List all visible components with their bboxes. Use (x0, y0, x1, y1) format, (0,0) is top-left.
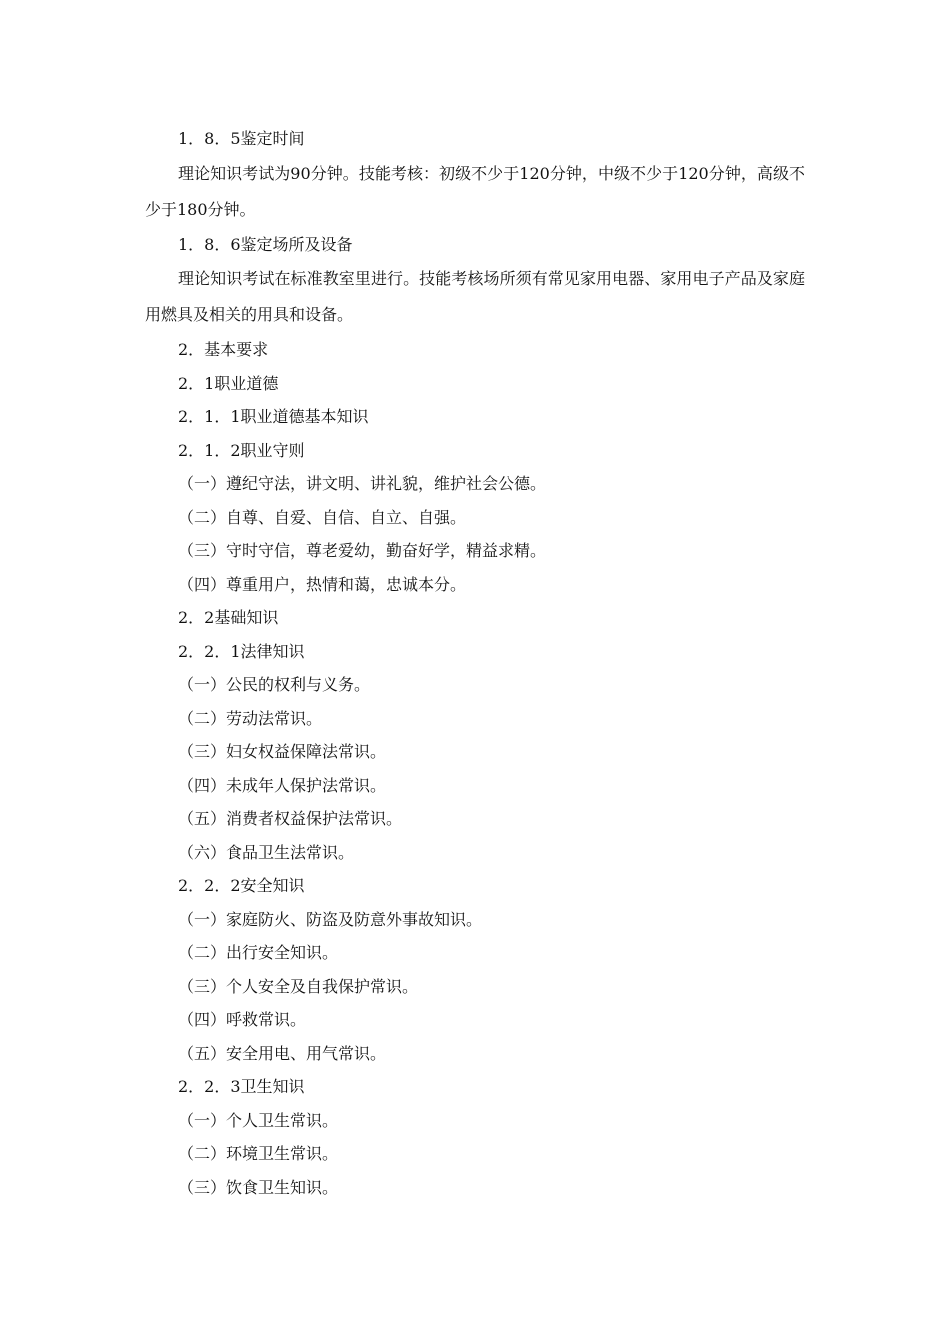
list-item: （四）尊重用户，热情和蔼，忠诚本分。 (178, 574, 467, 594)
paragraph: 理论知识考试在标准教室里进行。技能考核场所须有常见家用电器、家用电子产品及家庭用燃具及相关的用具和设备。 (145, 269, 805, 324)
list-item: （五）安全用电、用气常识。 (178, 1043, 387, 1063)
list-item: （三）饮食卫生知识。 (178, 1177, 339, 1197)
section-heading: 2．基本要求 (178, 340, 269, 359)
section-heading: 2．2．3卫生知识 (178, 1077, 305, 1096)
document-body (145, 122, 805, 1204)
list-item: （二）自尊、自爱、自信、自立、自强。 (178, 507, 467, 527)
section-heading: 1．8．6鉴定场所及设备 (178, 234, 353, 254)
paragraph: 理论知识考试为90分钟。技能考核：初级不少于120分钟，中级不少于120分钟，高级不少于180分钟。 (145, 163, 805, 219)
list-item: （三）个人安全及自我保护常识。 (178, 976, 419, 996)
list-item: （五）消费者权益保护法常识。 (178, 809, 403, 828)
list-item: （一）个人卫生常识。 (178, 1110, 339, 1130)
list-item: （二）环境卫生常识。 (178, 1144, 339, 1163)
list-item: （四）呼救常识。 (178, 1010, 307, 1029)
section-heading: 2．2．2安全知识 (178, 876, 305, 895)
section-heading: 2．1．2职业守则 (178, 440, 305, 460)
list-item: （三）妇女权益保障法常识。 (178, 742, 387, 761)
list-item: （二）劳动法常识。 (178, 708, 323, 728)
list-item: （三）守时守信，尊老爱幼，勤奋好学，精益求精。 (178, 541, 547, 560)
list-item: （一）遵纪守法，讲文明、讲礼貌，维护社会公德。 (178, 474, 547, 493)
section-heading: 1．8．5鉴定时间 (178, 129, 305, 148)
section-heading: 2．2基础知识 (178, 608, 279, 627)
list-item: （一）公民的权利与义务。 (178, 675, 371, 694)
section-heading: 2．1．1职业道德基本知识 (178, 407, 369, 426)
section-heading: 2．2．1法律知识 (178, 641, 305, 661)
list-item: （一）家庭防火、防盗及防意外事故知识。 (178, 909, 483, 929)
list-item: （四）未成年人保护法常识。 (178, 775, 387, 795)
list-item: （六）食品卫生法常识。 (178, 842, 355, 862)
section-heading: 2．1职业道德 (178, 373, 279, 393)
list-item: （二）出行安全知识。 (178, 943, 339, 962)
